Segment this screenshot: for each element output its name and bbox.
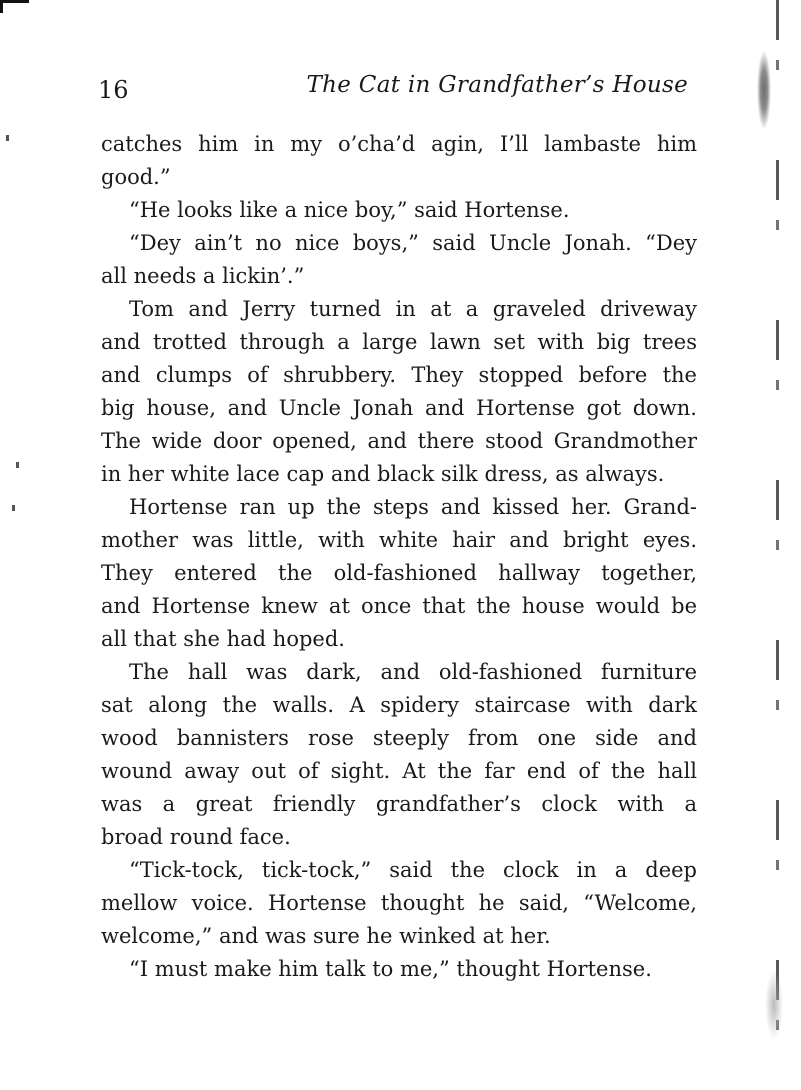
scan-speck xyxy=(16,462,19,468)
text-line: mellow voice. Hortense thought he said, “Welcome, xyxy=(101,891,697,915)
running-head xyxy=(98,72,688,108)
text-line: sat along the walls. A spidery staircase with dark xyxy=(101,693,697,717)
text-line: “Tick-tock, tick-tock,” said the clock in a deep xyxy=(129,858,697,882)
text-line: and Hortense knew at once that the house would be xyxy=(101,594,697,618)
scan-speck xyxy=(6,135,9,141)
body-text xyxy=(101,128,697,986)
text-line: “He looks like a nice boy,” said Hortense. xyxy=(129,198,570,222)
scan-smudge xyxy=(757,50,771,130)
book-title: The Cat in Grandfather’s House xyxy=(306,72,688,98)
text-line: catches him in my o’cha’d agin, I’ll lambaste him xyxy=(101,132,697,156)
text-line: mother was little, with white hair and bright eyes. xyxy=(101,528,697,552)
scan-smudge-lower xyxy=(765,970,783,1040)
text-line: The hall was dark, and old-fashioned furniture xyxy=(129,660,697,684)
text-line: Hortense ran up the steps and kissed her. Grand- xyxy=(129,495,697,519)
text-line: welcome,” and was sure he winked at her. xyxy=(101,924,551,948)
text-line: all needs a lickin’.” xyxy=(101,264,305,288)
text-line: wound away out of sight. At the far end of the hall xyxy=(101,759,697,783)
text-line: big house, and Uncle Jonah and Hortense got down. xyxy=(101,396,697,420)
text-line: in her white lace cap and black silk dress, as always. xyxy=(101,462,665,486)
scan-speck xyxy=(12,505,15,511)
text-line: “I must make him talk to me,” thought Hortense. xyxy=(129,957,652,981)
text-line: good.” xyxy=(101,165,171,189)
text-line: all that she had hoped. xyxy=(101,627,345,651)
text-line: “Dey ain’t no nice boys,” said Uncle Jonah. “Dey xyxy=(129,231,697,255)
text-line: was a great friendly grandfather’s clock with a xyxy=(101,792,697,816)
page-edge-shadow xyxy=(776,0,779,1090)
text-line: and clumps of shrubbery. They stopped before the xyxy=(101,363,697,387)
text-line: Tom and Jerry turned in at a graveled driveway xyxy=(129,297,697,321)
text-line: They entered the old-fashioned hallway together, xyxy=(101,561,697,585)
text-line: wood bannisters rose steeply from one side and xyxy=(101,726,697,750)
text-line: broad round face. xyxy=(101,825,291,849)
scan-corner-mark xyxy=(0,0,29,13)
text-line: The wide door opened, and there stood Grandmother xyxy=(101,429,697,453)
text-line: and trotted through a large lawn set with big trees xyxy=(101,330,697,354)
page-number: 16 xyxy=(98,76,129,104)
